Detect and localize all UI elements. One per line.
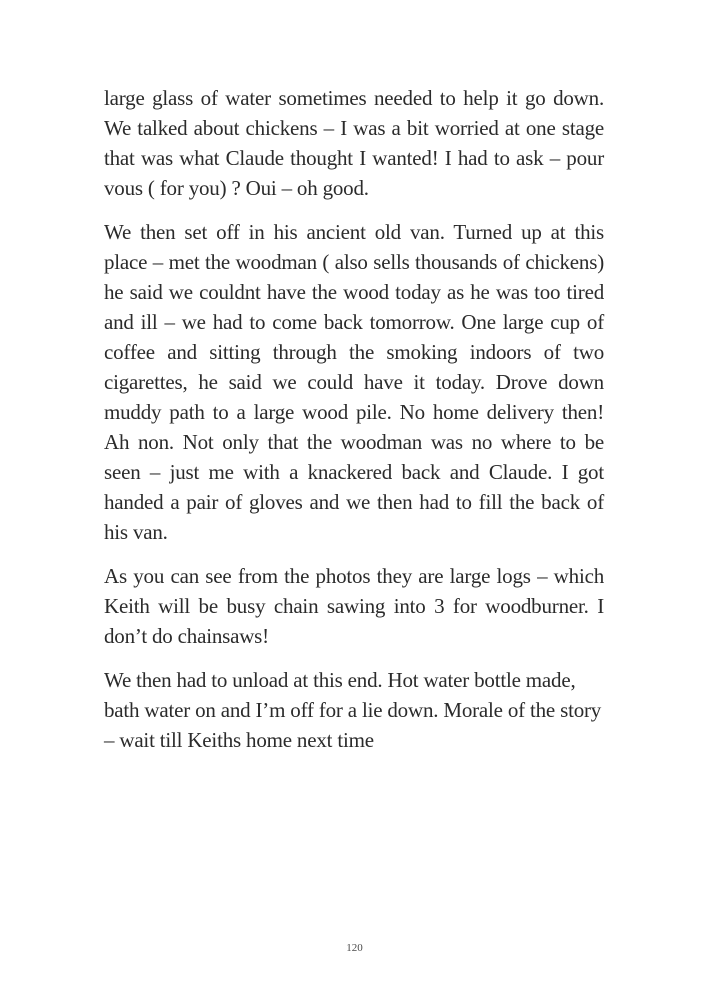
paragraph-3: As you can see from the photos they are large logs – which Keith will be busy chain sawing into 3 for woodburner. I don’t do chainsaws! — [104, 564, 604, 648]
body-text — [104, 83, 604, 769]
page-number: 120 — [346, 942, 363, 954]
paragraph-1: large glass of water sometimes needed to help it go down. We talked about chickens – I was a bit worried at one stage that was what Claude thought I wanted! I had to ask – pour vous ( for you) ? Oui – oh good. — [104, 86, 604, 200]
paragraph-2: We then set off in his ancient old van. Turned up at this place – met the woodman ( also sells thousands of chickens) he said we couldnt have the wood today as he was too tired and ill – we had to come back tomorrow. One large cup of coffee and sitting through the smoking indoors of two cigarettes, he said we could have it today. Drove down muddy path to a large wood pile. No home delivery then! Ah non. Not only that the woodman was no where to be seen – just me with a knackered back and Claude. I got handed a pair of gloves and we then had to fill the back of his van. — [104, 220, 604, 544]
paragraph-4: We then had to unload at this end. Hot water bottle made, bath water on and I’m off for a lie down. Morale of the story – wait till Keiths home next time — [104, 668, 602, 752]
